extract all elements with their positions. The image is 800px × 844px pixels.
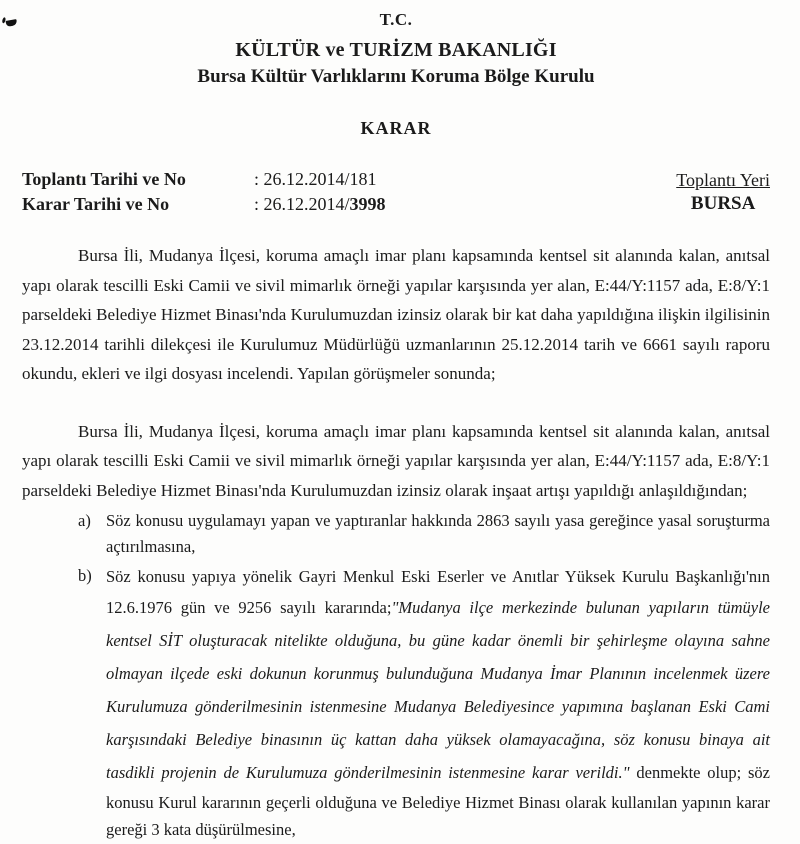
meeting-place-label: Toplantı Yeri xyxy=(676,170,770,190)
item-b-conclusion: denmekte olup; söz konusu Kurul kararının geçerli olduğuna ve Belediye Hizmet Binası olarak kullanılan yapının karar gereği 3 kata düşürülmesine, xyxy=(106,762,770,839)
decision-title: KARAR xyxy=(360,118,432,138)
document-body xyxy=(22,241,770,844)
decision-item-b xyxy=(78,563,770,844)
decision-date-value xyxy=(254,192,386,217)
meeting-date-row xyxy=(22,167,386,192)
meeting-date-label: Toplantı Tarihi ve No xyxy=(22,169,186,189)
item-b-quote: "Mudanya ilçe merkezinde bulunan yapıların tümüyle kentsel SİT oluşturacak nitelikte olduğuna, bu güne kadar önemli bir şehirleşme olayına sahne olmayan ilçede eski dokunun korunmuş bulunduğuna Mudanya İmar Planının incelenmek üzere Kurulumuza gönderilmesinin istenmesine Mudanya Belediyesince yapımına başlanan Eski Cami karşısındaki Belediye binasının üç kattan daha yüksek olamayacağına, söz konusu binaya ait tasdikli projenin de Kurulumuza gönderilmesinin istenmesine karar verildi." xyxy=(106,597,770,782)
meeting-place-value: BURSA xyxy=(690,193,756,214)
meeting-place-block xyxy=(676,168,770,216)
item-a-text: Söz konusu uygulamayı yapan ve yaptıranlar hakkında 2863 sayılı yasa gereğince yasal soruşturma açtırılmasına, xyxy=(106,511,770,556)
item-b-intro: Söz konusu yapıya yönelik Gayri Menkul Eski Eserler ve Anıtlar Yüksek Kurulu Başkanlığı'nın 12.6.1976 gün ve 9256 sayılı kararında; xyxy=(106,567,770,617)
decision-date-prefix: : 26.12.2014/ xyxy=(254,194,350,214)
decision-date-row xyxy=(22,192,386,217)
decision-item-a xyxy=(78,508,770,560)
item-b-text xyxy=(106,563,770,844)
item-b-marker: b) xyxy=(78,566,92,585)
meeting-date-value: : 26.12.2014/181 xyxy=(254,169,377,189)
ministry-name: KÜLTÜR ve TURİZM BAKANLIĞI xyxy=(235,39,557,61)
decision-date-label: Karar Tarihi ve No xyxy=(22,194,170,214)
meta-dates-block xyxy=(22,167,386,217)
decision-number: 3998 xyxy=(349,194,386,214)
ink-mark-artifact xyxy=(6,19,18,27)
meta-section xyxy=(22,167,770,217)
document-header xyxy=(22,8,770,88)
board-name: Bursa Kültür Varlıklarını Koruma Bölge Kurulu xyxy=(197,66,595,87)
republic-abbreviation: T.C. xyxy=(379,10,413,29)
paragraph-finding: Bursa İli, Mudanya İlçesi, koruma amaçlı imar planı kapsamında kentsel sit alanında kalan, anıtsal yapı olarak tescilli Eski Camii ve sivil mimarlık örneği yapılar karşısında yer alan, E:44/Y:1157 ada, E:8/Y:1 parseldeki Belediye Hizmet Binası'nda Kurulumuzdan izinsiz olarak inşaat artışı yapıldığı anlaşıldığından; xyxy=(22,421,770,500)
item-a-marker: a) xyxy=(78,511,91,530)
paragraph-report-read: Bursa İli, Mudanya İlçesi, koruma amaçlı imar planı kapsamında kentsel sit alanında kalan, anıtsal yapı olarak tescilli Eski Camii ve sivil mimarlık örneği yapılar karşısında yer alan, E:44/Y:1157 ada, E:8/Y:1 parseldeki Belediye Hizmet Binası'nda Kurulumuzdan izinsiz olarak bir kat daha yapıldığına ilişkin ilgilisinin 23.12.2014 tarihli dilekçesi ile Kurulumuz Müdürlüğü uzmanlarının 25.12.2014 tarih ve 6661 sayılı raporu okundu, ekleri ve ilgi dosyası incelendi. Yapılan görüşmeler sonunda; xyxy=(22,246,770,383)
